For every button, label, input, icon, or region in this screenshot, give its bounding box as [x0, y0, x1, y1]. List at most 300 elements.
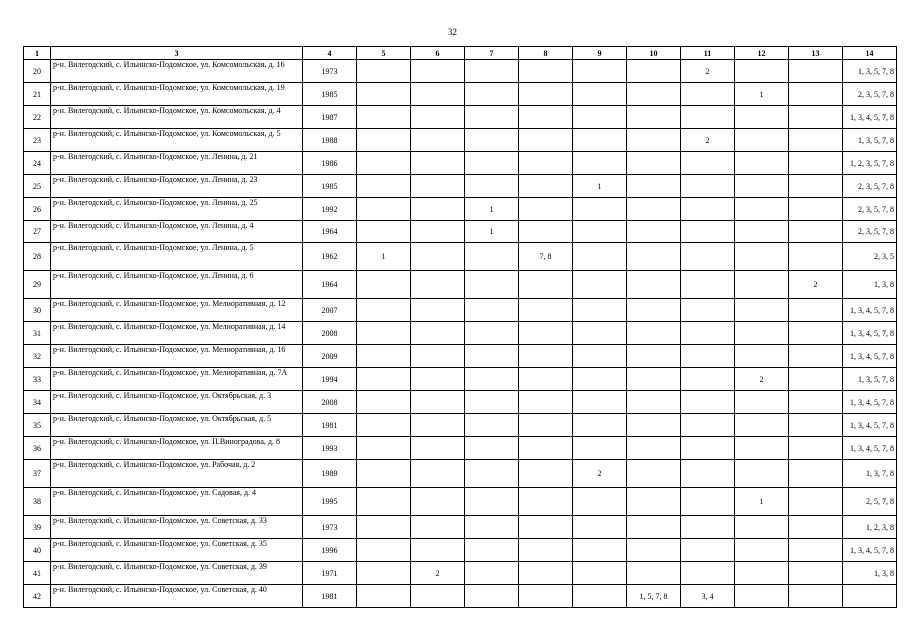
row-number-cell: 28	[24, 243, 51, 271]
value-cell	[411, 516, 465, 539]
value-cell	[411, 368, 465, 391]
value-cell	[573, 562, 627, 585]
table-row	[24, 221, 897, 243]
row-number-cell: 29	[24, 271, 51, 299]
value-cell	[357, 271, 411, 299]
table-body	[24, 60, 897, 608]
year-cell: 1973	[303, 516, 357, 539]
value-cell	[627, 437, 681, 460]
value-cell	[519, 83, 573, 106]
address-cell: р-н. Вилегодский, с. Ильинско-Подомское, ул. Ленина, д. 25	[51, 198, 303, 221]
value-cell	[789, 585, 843, 608]
value-cell	[627, 198, 681, 221]
value-cell	[411, 106, 465, 129]
value-cell	[735, 152, 789, 175]
value-cell	[357, 83, 411, 106]
value-cell	[411, 437, 465, 460]
value-cell	[735, 60, 789, 83]
value-cell	[465, 414, 519, 437]
value-cell	[519, 271, 573, 299]
header-cell: 8	[519, 47, 573, 60]
value-cell	[789, 198, 843, 221]
value-cell	[411, 152, 465, 175]
value-cell	[357, 299, 411, 322]
value-cell: 2, 3, 5, 7, 8	[843, 221, 897, 243]
year-cell: 1992	[303, 198, 357, 221]
value-cell	[789, 460, 843, 488]
header-cell: 10	[627, 47, 681, 60]
value-cell	[789, 539, 843, 562]
value-cell	[681, 368, 735, 391]
value-cell	[519, 368, 573, 391]
value-cell	[573, 368, 627, 391]
table-row	[24, 460, 897, 488]
value-cell	[357, 368, 411, 391]
value-cell	[627, 129, 681, 152]
value-cell	[681, 198, 735, 221]
value-cell	[411, 271, 465, 299]
value-cell	[519, 152, 573, 175]
value-cell	[573, 243, 627, 271]
row-number-cell: 32	[24, 345, 51, 368]
row-number-cell: 38	[24, 488, 51, 516]
value-cell: 1	[465, 198, 519, 221]
address-cell: р-н. Вилегодский, с. Ильинско-Подомское, ул. Ленина, д. 6	[51, 271, 303, 299]
value-cell	[789, 60, 843, 83]
value-cell	[519, 414, 573, 437]
value-cell	[411, 198, 465, 221]
value-cell	[357, 562, 411, 585]
value-cell: 1, 3, 5, 7, 8	[843, 60, 897, 83]
value-cell	[357, 198, 411, 221]
value-cell: 2	[681, 129, 735, 152]
value-cell	[519, 488, 573, 516]
value-cell: 7, 8	[519, 243, 573, 271]
value-cell	[789, 391, 843, 414]
value-cell	[681, 106, 735, 129]
row-number-cell: 30	[24, 299, 51, 322]
table-row	[24, 539, 897, 562]
row-number-cell: 34	[24, 391, 51, 414]
value-cell	[519, 299, 573, 322]
value-cell	[789, 129, 843, 152]
value-cell	[519, 221, 573, 243]
value-cell	[735, 562, 789, 585]
value-cell	[573, 299, 627, 322]
year-cell: 1973	[303, 60, 357, 83]
value-cell	[681, 221, 735, 243]
header-cell: 1	[24, 47, 51, 60]
table-row	[24, 437, 897, 460]
table-row	[24, 488, 897, 516]
value-cell	[465, 83, 519, 106]
value-cell	[411, 129, 465, 152]
value-cell	[357, 129, 411, 152]
value-cell	[735, 391, 789, 414]
year-cell: 1996	[303, 539, 357, 562]
value-cell: 1, 3, 4, 5, 7, 8	[843, 437, 897, 460]
value-cell: 1	[735, 488, 789, 516]
value-cell	[519, 60, 573, 83]
value-cell	[573, 539, 627, 562]
year-cell: 2009	[303, 345, 357, 368]
value-cell: 1, 2, 3, 5, 7, 8	[843, 152, 897, 175]
value-cell	[627, 562, 681, 585]
value-cell	[573, 345, 627, 368]
value-cell	[681, 539, 735, 562]
value-cell	[789, 322, 843, 345]
address-cell: р-н. Вилегодский, с. Ильинско-Подомское, ул. Октябрьская, д. 5	[51, 414, 303, 437]
value-cell	[789, 175, 843, 198]
value-cell	[627, 299, 681, 322]
address-cell: р-н. Вилегодский, с. Ильинско-Подомское, ул. Мелиоративная, д. 14	[51, 322, 303, 345]
value-cell: 1, 3, 4, 5, 7, 8	[843, 539, 897, 562]
value-cell	[627, 539, 681, 562]
header-row	[24, 47, 897, 60]
value-cell: 1, 3, 4, 5, 7, 8	[843, 391, 897, 414]
value-cell	[519, 516, 573, 539]
year-cell: 1981	[303, 585, 357, 608]
value-cell	[681, 322, 735, 345]
value-cell	[627, 106, 681, 129]
value-cell	[789, 299, 843, 322]
header-cell: 11	[681, 47, 735, 60]
value-cell	[573, 585, 627, 608]
value-cell	[519, 391, 573, 414]
value-cell: 2, 3, 5, 7, 8	[843, 175, 897, 198]
value-cell	[735, 345, 789, 368]
value-cell	[411, 175, 465, 198]
value-cell	[681, 243, 735, 271]
address-cell: р-н. Вилегодский, с. Ильинско-Подомское, ул. Комсомольская, д. 16	[51, 60, 303, 83]
value-cell	[465, 368, 519, 391]
row-number-cell: 40	[24, 539, 51, 562]
value-cell	[357, 175, 411, 198]
value-cell: 2	[789, 271, 843, 299]
row-number-cell: 31	[24, 322, 51, 345]
value-cell	[411, 539, 465, 562]
value-cell	[681, 175, 735, 198]
register-table	[23, 46, 897, 608]
address-cell: р-н. Вилегодский, с. Ильинско-Подомское, ул. Мелиоративная, д. 7А	[51, 368, 303, 391]
value-cell: 1, 3, 7, 8	[843, 460, 897, 488]
value-cell	[735, 175, 789, 198]
value-cell	[357, 322, 411, 345]
row-number-cell: 41	[24, 562, 51, 585]
table-row	[24, 129, 897, 152]
value-cell: 2, 3, 5, 7, 8	[843, 198, 897, 221]
value-cell	[357, 437, 411, 460]
row-number-cell: 33	[24, 368, 51, 391]
value-cell	[465, 322, 519, 345]
value-cell	[735, 221, 789, 243]
value-cell	[411, 83, 465, 106]
address-cell: р-н. Вилегодский, с. Ильинско-Подомское, ул. Советская, д. 33	[51, 516, 303, 539]
value-cell	[681, 437, 735, 460]
value-cell	[519, 129, 573, 152]
table-row	[24, 585, 897, 608]
value-cell: 1	[573, 175, 627, 198]
value-cell	[519, 322, 573, 345]
value-cell	[357, 460, 411, 488]
value-cell	[627, 460, 681, 488]
value-cell	[573, 221, 627, 243]
value-cell: 1, 5, 7, 8	[627, 585, 681, 608]
value-cell	[573, 60, 627, 83]
value-cell: 1, 3, 4, 5, 7, 8	[843, 322, 897, 345]
value-cell	[357, 414, 411, 437]
value-cell	[627, 175, 681, 198]
value-cell: 2	[573, 460, 627, 488]
value-cell	[465, 243, 519, 271]
value-cell	[627, 243, 681, 271]
value-cell	[789, 437, 843, 460]
header-cell: 6	[411, 47, 465, 60]
address-cell: р-н. Вилегодский, с. Ильинско-Подомское, ул. Комсомольская, д. 19	[51, 83, 303, 106]
value-cell	[465, 391, 519, 414]
value-cell: 1, 3, 4, 5, 7, 8	[843, 345, 897, 368]
address-cell: р-н. Вилегодский, с. Ильинско-Подомское, ул. Октябрьская, д. 3	[51, 391, 303, 414]
year-cell: 1981	[303, 414, 357, 437]
value-cell	[789, 243, 843, 271]
table-row	[24, 83, 897, 106]
year-cell: 1964	[303, 271, 357, 299]
value-cell	[627, 414, 681, 437]
value-cell: 2, 3, 5	[843, 243, 897, 271]
row-number-cell: 25	[24, 175, 51, 198]
address-cell: р-н. Вилегодский, с. Ильинско-Подомское, ул. Садовая, д. 4	[51, 488, 303, 516]
year-cell: 1986	[303, 152, 357, 175]
table-row	[24, 271, 897, 299]
value-cell	[573, 488, 627, 516]
value-cell	[411, 243, 465, 271]
value-cell: 2, 5, 7, 8	[843, 488, 897, 516]
value-cell	[789, 562, 843, 585]
value-cell	[519, 437, 573, 460]
row-number-cell: 26	[24, 198, 51, 221]
value-cell	[465, 299, 519, 322]
value-cell	[627, 322, 681, 345]
table-row	[24, 243, 897, 271]
value-cell	[735, 585, 789, 608]
year-cell: 1971	[303, 562, 357, 585]
value-cell: 1, 3, 4, 5, 7, 8	[843, 299, 897, 322]
value-cell: 1, 3, 4, 5, 7, 8	[843, 414, 897, 437]
value-cell	[735, 460, 789, 488]
value-cell	[465, 488, 519, 516]
value-cell: 2, 3, 5, 7, 8	[843, 83, 897, 106]
header-cell: 3	[51, 47, 303, 60]
value-cell	[681, 391, 735, 414]
value-cell	[789, 368, 843, 391]
value-cell	[843, 585, 897, 608]
value-cell	[465, 437, 519, 460]
value-cell	[573, 414, 627, 437]
value-cell	[627, 60, 681, 83]
value-cell	[519, 539, 573, 562]
value-cell	[681, 152, 735, 175]
value-cell	[519, 460, 573, 488]
header-cell: 13	[789, 47, 843, 60]
value-cell	[789, 221, 843, 243]
value-cell: 3, 4	[681, 585, 735, 608]
value-cell	[735, 437, 789, 460]
value-cell	[465, 152, 519, 175]
address-cell: р-н. Вилегодский, с. Ильинско-Подомское, ул. Комсомольская, д. 4	[51, 106, 303, 129]
address-cell: р-н. Вилегодский, с. Ильинско-Подомское, ул. Советская, д. 39	[51, 562, 303, 585]
value-cell	[411, 299, 465, 322]
value-cell	[411, 345, 465, 368]
address-cell: р-н. Вилегодский, с. Ильинско-Подомское, ул. Ленина, д. 4	[51, 221, 303, 243]
value-cell	[519, 562, 573, 585]
value-cell	[573, 437, 627, 460]
value-cell	[627, 391, 681, 414]
value-cell	[465, 562, 519, 585]
year-cell: 1993	[303, 437, 357, 460]
table-row	[24, 414, 897, 437]
value-cell: 1, 3, 8	[843, 271, 897, 299]
row-number-cell: 23	[24, 129, 51, 152]
table-row	[24, 198, 897, 221]
row-number-cell: 22	[24, 106, 51, 129]
value-cell	[465, 460, 519, 488]
table-row	[24, 562, 897, 585]
header-cell: 12	[735, 47, 789, 60]
header-cell: 7	[465, 47, 519, 60]
value-cell	[465, 175, 519, 198]
year-cell: 1987	[303, 106, 357, 129]
value-cell	[411, 221, 465, 243]
year-cell: 2008	[303, 391, 357, 414]
value-cell	[735, 414, 789, 437]
value-cell	[735, 539, 789, 562]
value-cell	[357, 60, 411, 83]
year-cell: 1988	[303, 129, 357, 152]
value-cell	[789, 345, 843, 368]
value-cell: 1, 3, 5, 7, 8	[843, 129, 897, 152]
table-row	[24, 106, 897, 129]
value-cell	[519, 106, 573, 129]
table-row	[24, 152, 897, 175]
value-cell	[411, 414, 465, 437]
year-cell: 1964	[303, 221, 357, 243]
value-cell	[573, 106, 627, 129]
address-cell: р-н. Вилегодский, с. Ильинско-Подомское, ул. Советская, д. 40	[51, 585, 303, 608]
value-cell	[465, 129, 519, 152]
row-number-cell: 27	[24, 221, 51, 243]
value-cell	[681, 460, 735, 488]
row-number-cell: 42	[24, 585, 51, 608]
address-cell: р-н. Вилегодский, с. Ильинско-Подомское, ул. Мелиоративная, д. 12	[51, 299, 303, 322]
value-cell	[357, 106, 411, 129]
row-number-cell: 36	[24, 437, 51, 460]
value-cell	[357, 221, 411, 243]
table-row	[24, 60, 897, 83]
value-cell	[789, 516, 843, 539]
value-cell	[465, 271, 519, 299]
year-cell: 1962	[303, 243, 357, 271]
header-cell: 4	[303, 47, 357, 60]
row-number-cell: 37	[24, 460, 51, 488]
value-cell	[519, 198, 573, 221]
value-cell	[735, 243, 789, 271]
value-cell	[627, 345, 681, 368]
value-cell: 1, 2, 3, 8	[843, 516, 897, 539]
value-cell	[357, 391, 411, 414]
row-number-cell: 39	[24, 516, 51, 539]
year-cell: 1995	[303, 488, 357, 516]
value-cell	[573, 83, 627, 106]
value-cell	[627, 516, 681, 539]
value-cell	[681, 345, 735, 368]
table-row	[24, 516, 897, 539]
row-number-cell: 20	[24, 60, 51, 83]
table-row	[24, 391, 897, 414]
value-cell: 1, 3, 5, 7, 8	[843, 368, 897, 391]
value-cell	[789, 488, 843, 516]
value-cell	[519, 585, 573, 608]
value-cell	[735, 106, 789, 129]
value-cell	[573, 129, 627, 152]
value-cell	[789, 83, 843, 106]
value-cell	[681, 299, 735, 322]
table-row	[24, 299, 897, 322]
value-cell	[627, 152, 681, 175]
value-cell	[681, 516, 735, 539]
value-cell	[465, 539, 519, 562]
value-cell	[573, 152, 627, 175]
value-cell	[681, 562, 735, 585]
value-cell	[411, 585, 465, 608]
year-cell: 1985	[303, 175, 357, 198]
value-cell	[357, 585, 411, 608]
address-cell: р-н. Вилегодский, с. Ильинско-Подомское, ул. Комсомольская, д. 5	[51, 129, 303, 152]
value-cell	[627, 83, 681, 106]
value-cell	[519, 345, 573, 368]
row-number-cell: 35	[24, 414, 51, 437]
value-cell	[411, 391, 465, 414]
value-cell	[627, 221, 681, 243]
value-cell	[465, 585, 519, 608]
year-cell: 1989	[303, 460, 357, 488]
header-cell: 14	[843, 47, 897, 60]
value-cell	[735, 198, 789, 221]
value-cell	[789, 106, 843, 129]
value-cell: 1	[465, 221, 519, 243]
value-cell	[411, 322, 465, 345]
address-cell: р-н. Вилегодский, с. Ильинско-Подомское, ул. Ленина, д. 21	[51, 152, 303, 175]
value-cell	[735, 271, 789, 299]
value-cell	[681, 83, 735, 106]
header-cell: 5	[357, 47, 411, 60]
row-number-cell: 24	[24, 152, 51, 175]
value-cell	[573, 516, 627, 539]
value-cell	[789, 414, 843, 437]
year-cell: 1994	[303, 368, 357, 391]
value-cell: 1	[357, 243, 411, 271]
value-cell	[411, 60, 465, 83]
value-cell	[627, 488, 681, 516]
value-cell	[465, 60, 519, 83]
value-cell	[465, 345, 519, 368]
address-cell: р-н. Вилегодский, с. Ильинско-Подомское, ул. Советская, д. 35	[51, 539, 303, 562]
page-number: 32	[448, 27, 457, 37]
row-number-cell: 21	[24, 83, 51, 106]
value-cell	[519, 175, 573, 198]
value-cell: 2	[411, 562, 465, 585]
value-cell: 1, 3, 8	[843, 562, 897, 585]
table-row	[24, 345, 897, 368]
